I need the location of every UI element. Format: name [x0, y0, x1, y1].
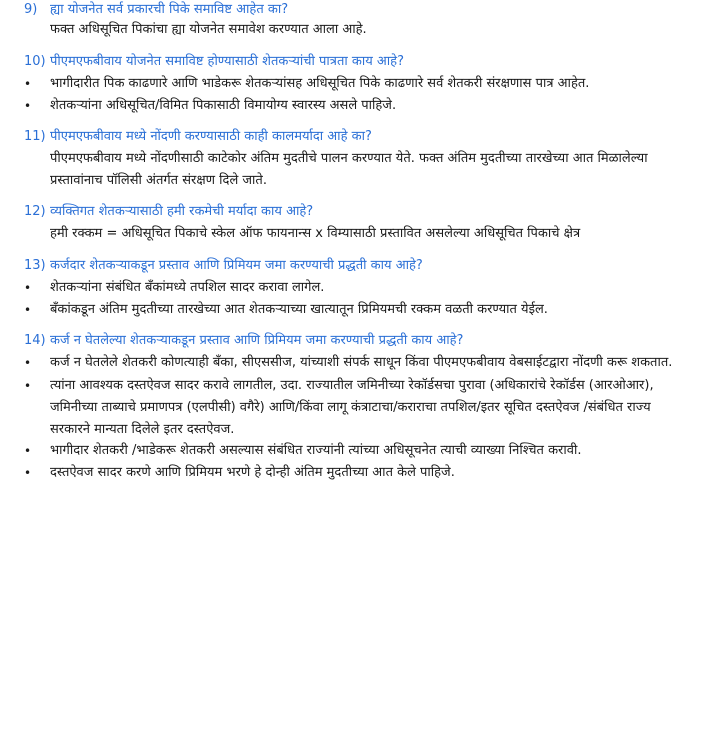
list-item — [24, 440, 690, 462]
question-number: 14) — [24, 333, 46, 348]
bullet-icon: • — [24, 303, 32, 317]
list-item — [24, 299, 690, 321]
bullet-text: बँकांकडून अंतिम मुदतीच्या तारखेच्या आत शेतकऱ्याच्या खात्यातून प्रिमियमची रक्कम वळती करण्यात येईल. — [50, 302, 548, 317]
question-text: कर्ज न घेतलेल्या शेतकऱ्याकडून प्रस्ताव आणि प्रिमियम जमा करण्याची प्रद्धती काय आहे? — [50, 333, 464, 348]
bullet-icon: • — [24, 281, 32, 295]
question-11 — [24, 127, 694, 147]
question-text: पीएमएफबीवाय योजनेत समाविष्ट होण्यासाठी शेतकऱ्यांची पात्रता काय आहे? — [50, 54, 404, 69]
list-item — [24, 277, 690, 299]
bullet-text: कर्ज न घेतलेले शेतकरी कोणत्याही बँका, सीएससीज, यांच्याशी संपर्क साधून किंवा पीएमएफबीवाय वेबसाईटद्वारा नोंदणी करू शकतात. — [50, 355, 673, 370]
bullet-text: शेतकऱ्यांना संबंधित बँकांमध्ये तपशिल सादर करावा लागेल. — [50, 280, 325, 295]
question-number: 12) — [24, 204, 46, 219]
question-number: 10) — [24, 54, 46, 69]
bullet-icon: • — [24, 356, 32, 370]
question-number: 13) — [24, 258, 46, 273]
bullet-icon: • — [24, 379, 32, 393]
question-text: ह्या योजनेत सर्व प्रकारची पिके समाविष्ट आहेत का? — [50, 2, 289, 17]
list-item — [24, 352, 690, 374]
question-text: कर्जदार शेतकऱ्याकडून प्रस्ताव आणि प्रिमियम जमा करण्याची प्रद्धती काय आहे? — [50, 258, 423, 273]
question-12 — [24, 202, 694, 222]
answer-9: फक्त अधिसूचित पिकांचा ह्या योजनेत समावेश करण्यात आला आहे. — [50, 22, 367, 37]
bullet-icon: • — [24, 466, 32, 480]
bullet-text: त्यांना आवश्यक दस्तऐवज सादर करावे लागतील, उदा. राज्यातील जमिनीच्या रेकॉर्डसचा पुरावा (अधिकारांचे रेकॉर्डस (आरओआर), जमिनीच्या ताब्याचे प्रमाणपत्र (एलपीसी) वगैरे) आणि/किंवा लागू कंत्राटाचा/कराराचा तपशिल/इतर सूचित दस्तऐवज /संबंधित राज्य सरकारने मान्यता दिलेले इतर दस्तऐवज. — [50, 378, 654, 437]
bullet-icon: • — [24, 77, 32, 91]
bullet-icon: • — [24, 99, 32, 113]
bullet-text: भागीदारीत पिक काढणारे आणि भाडेकरू शेतकऱ्यांसह अधिसूचित पिके काढणारे सर्व शेतकरी संरक्षणास पात्र आहेत. — [50, 76, 590, 91]
list-item — [24, 95, 690, 117]
answer-11: पीएमएफबीवाय मध्ये नोंदणीसाठी काटेकोर अंतिम मुदतीचे पालन करण्यात येते. फक्त अंतिम मुदतीच्या तारखेच्या आत मिळालेल्या प्रस्तावांनाच पॉलिसी अंतर्गत संरक्षण दिले जाते. — [50, 151, 648, 188]
list-item — [24, 462, 690, 484]
question-number: 9) — [24, 2, 38, 17]
question-text: व्यक्तिगत शेतकऱ्यासाठी हमी रकमेची मर्यादा काय आहे? — [50, 204, 314, 219]
question-9 — [24, 0, 694, 20]
bullet-text: भागीदार शेतकरी /भाडेकरू शेतकरी असल्यास संबंधित राज्यांनी त्यांच्या अधिसूचनेत त्याची व्याख्या निश्चित करावी. — [50, 443, 582, 458]
question-text: पीएमएफबीवाय मध्ये नोंदणी करण्यासाठी काही कालमर्यादा आहे का? — [50, 129, 372, 144]
list-item — [24, 375, 690, 441]
answer-12: हमी रक्कम = अधिसूचित पिकाचे स्केल ऑफ फायनान्स x विम्यासाठी प्रस्तावित असलेल्या अधिसूचित पिकाचे क्षेत्र — [50, 226, 581, 241]
question-13 — [24, 256, 694, 276]
question-number: 11) — [24, 129, 46, 144]
question-10 — [24, 52, 694, 72]
bullet-icon: • — [24, 444, 32, 458]
question-14 — [24, 331, 694, 351]
bullet-text: शेतकऱ्यांना अधिसूचित/विमित पिकासाठी विमायोग्य स्वारस्य असले पाहिजे. — [50, 98, 397, 113]
list-item — [24, 73, 690, 95]
bullet-text: दस्तऐवज सादर करणे आणि प्रिमियम भरणे हे दोन्ही अंतिम मुदतीच्या आत केले पाहिजे. — [50, 465, 455, 480]
